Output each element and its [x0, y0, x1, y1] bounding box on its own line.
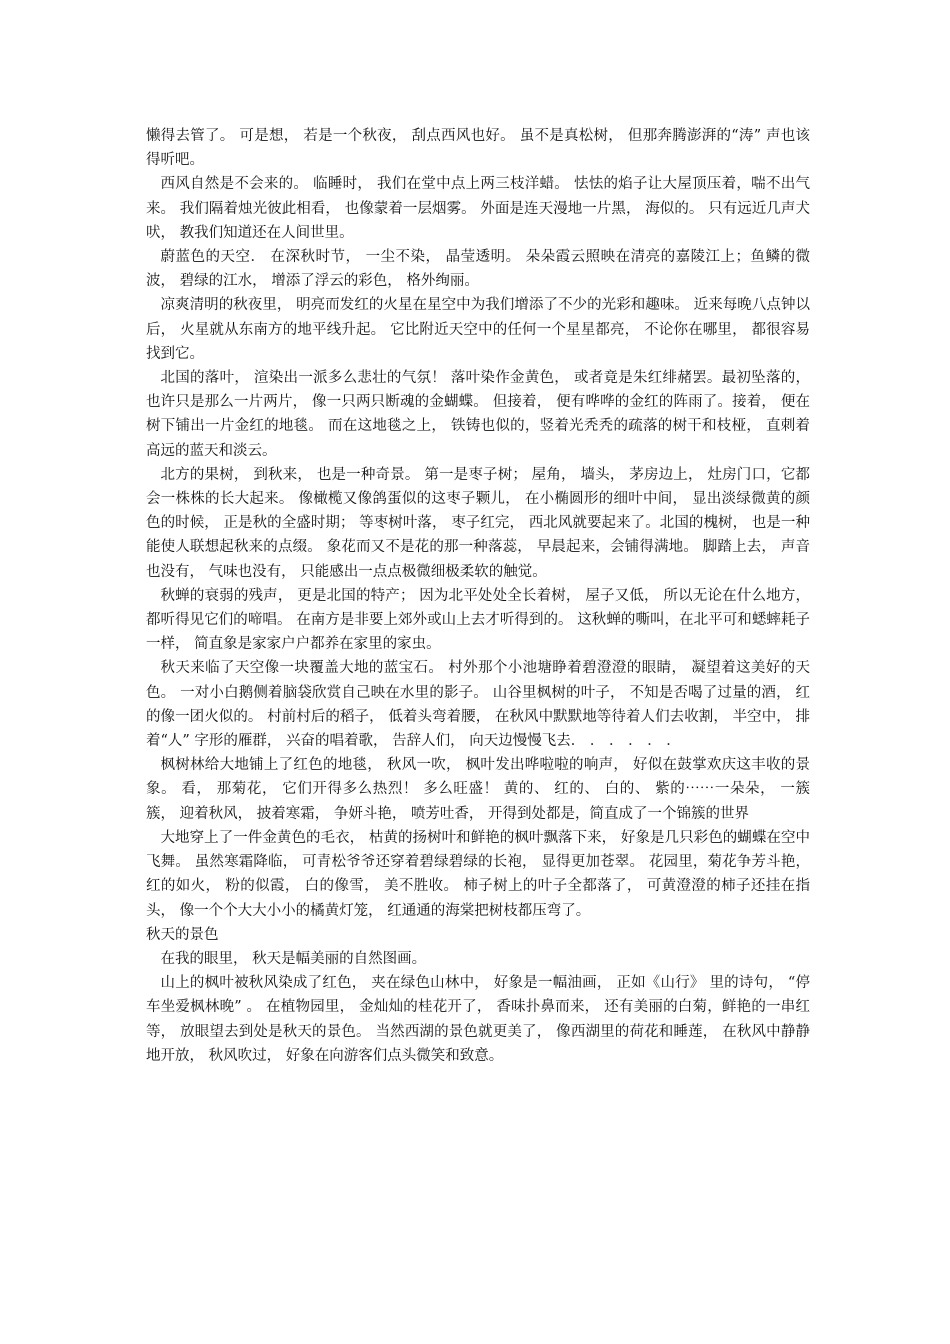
section-heading: 秋天的景色 [146, 926, 219, 943]
paragraph: 蔚蓝色的天空． 在深秋时节， 一尘不染， 晶莹透明。 朵朵霞云照映在清亮的嘉陵江上；鱼鳞的微波， 碧绿的江水， 增添了浮云的彩色， 格外绚丽。 [146, 249, 810, 290]
paragraph: 枫树林给大地铺上了红色的地毯， 秋风一吹， 枫叶发出哗啦啦的响声， 好似在鼓掌欢庆这丰收的景象。 看， 那菊花， 它们开得多么热烈！ 多么旺盛！ 黄的、 红的、 白的、 紫的⋯⋯一朵朵， 一簇簇， 迎着秋风， 披着寒霜， 争妍斗艳， 喷芳吐香， 开得到处都是，简直成了一个锦簇的世界 [146, 757, 810, 822]
paragraph: 山上的枫叶被秋风染成了红色， 夹在绿色山林中， 好象是一幅油画， 正如《山行》 里的诗句， “停车坐爱枫林晚” 。 在植物园里， 金灿灿的桂花开了， 香味扑鼻而来， 还有美丽的白菊，鲜艳的一串红等， 放眼望去到处是秋天的景色。 当然西湖的景色就更美了， 像西湖里的荷花和睡莲， 在秋风中静静地开放， 秋风吹过， 好象在向游客们点头微笑和致意。 [146, 975, 810, 1064]
paragraph: 懒得去管了。 可是想， 若是一个秋夜， 刮点西风也好。 虽不是真松树， 但那奔腾澎湃的“涛” 声也该得听吧。 [146, 128, 810, 169]
paragraph: 凉爽清明的秋夜里， 明亮而发红的火星在星空中为我们增添了不少的光彩和趣味。 近来每晚八点钟以后， 火星就从东南方的地平线升起。 它比附近天空中的任何一个星星都亮， 不论你在哪里， 都很容易找到它。 [146, 297, 810, 362]
paragraph: 在我的眼里， 秋天是幅美丽的自然图画。 [160, 950, 427, 967]
paragraph: 大地穿上了一件金黄色的毛衣， 枯黄的扬树叶和鲜艳的枫叶飘落下来， 好象是几只彩色的蝴蝶在空中飞舞。 虽然寒霜降临， 可青松爷爷还穿着碧绿碧绿的长袍， 显得更加苍翠。 花园里，菊花争芳斗艳， 红的如火， 粉的似霞， 白的像雪， 美不胜收。 柿子树上的叶子全都落了， 可黄澄澄的柿子还挂在指头， 像一个个大大小小的橘黄灯笼， 红通通的海棠把树枝都压弯了。 [146, 829, 810, 919]
paragraph: 秋蝉的衰弱的残声， 更是北国的特产； 因为北平处处全长着树， 屋子又低， 所以无论在什么地方， 都听得见它们的啼唱。 在南方是非要上郊外或山上去才听得到的。 这秋蝉的嘶叫，在北平可和蟋蟀耗子一样， 简直象是家家户户都养在家里的家虫。 [146, 587, 810, 653]
paragraph: 西风自然是不会来的。 临睡时， 我们在堂中点上两三枝洋蜡。 怯怯的焰子让大屋顶压着，喘不出气来。 我们隔着烛光彼此相看， 也像蒙着一层烟雾。 外面是连天漫地一片黑， 海似的。 只有远近几声犬吠， 教我们知道还在人间世里。 [146, 176, 810, 241]
document-body [146, 124, 810, 1068]
paragraph: 北方的果树， 到秋来， 也是一种奇景。 第一是枣子树； 屋角， 墙头， 茅房边上， 灶房门口，它都会一株株的长大起来。 像橄榄又像鸽蛋似的这枣子颗儿， 在小椭圆形的细叶中间， 显出淡绿微黄的颜色的时候， 正是秋的全盛时期； 等枣树叶落， 枣子红完， 西北风就要起来了。北国的槐树， 也是一种能使人联想起秋来的点缀。 象花而又不是花的那一种落蕊， 早晨起来，会铺得满地。 脚踏上去， 声音也没有， 气味也没有， 只能感出一点点极微细极柔软的触觉。 [146, 466, 810, 580]
paragraph: 秋天来临了天空像一块覆盖大地的蓝宝石。 村外那个小池塘睁着碧澄澄的眼睛， 凝望着这美好的天色。 一对小白鹅侧着脑袋欣赏自己映在水里的影子。 山谷里枫树的叶子， 不知是否喝了过量的酒， 红的像一团火似的。 村前村后的稻子， 低着头弯着腰， 在秋风中默默地等待着人们去收割， 半空中， 排着“人” 字形的雁群， 兴奋的唱着歌， 告辞人们， 向天边慢慢飞去． ． ． ． ． ． [146, 660, 810, 750]
paragraph: 北国的落叶， 渲染出一派多么悲壮的气氛！ 落叶染作金黄色， 或者竟是朱红绯赭罢。最初坠落的， 也许只是那么一片两片， 像一只两只断魂的金蝴蝶。 但接着， 便有哗哗的金红的阵雨了。接着， 便在树下铺出一片金红的地毯。 而在这地毯之上， 铁铸也似的，竖着光秃秃的疏落的树干和枝桠， 直刺着高远的蓝天和淡云。 [146, 370, 810, 459]
